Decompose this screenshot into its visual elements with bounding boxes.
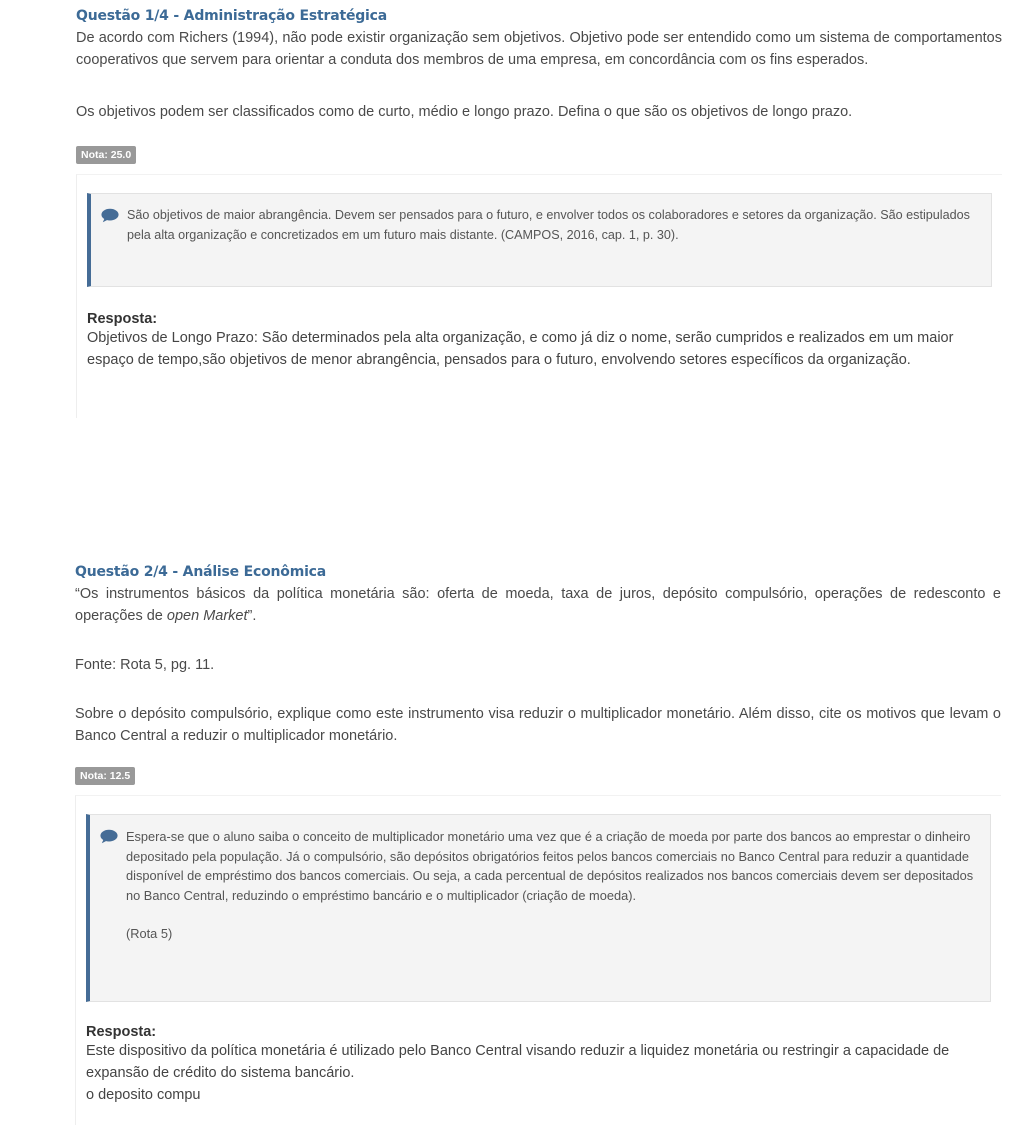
feedback-ref: (Rota 5) (126, 926, 173, 941)
speech-bubble-icon (101, 208, 119, 223)
question-text-italic: open Market (166, 608, 248, 624)
resposta-label: Resposta: (86, 1024, 157, 1040)
grade-badge: Nota: 12.5 (75, 767, 135, 785)
question-title: Questão 1/4 - Administração Estratégica (76, 8, 388, 24)
grade-badge: Nota: 25.0 (76, 146, 136, 164)
question-source: Fonte: Rota 5, pg. 11. (75, 657, 215, 673)
question-text: De acordo com Richers (1994), não pode existir organização sem objetivos. Objetivo pode ser entendido como um sistema de comportamentos cooperativos que servem para orientar a conduta dos membros de uma empresa, em concordância com os fins esperados. (76, 30, 1002, 68)
question-text-end: ”. (247, 608, 257, 624)
answer-box (76, 174, 1002, 418)
question-1 (76, 8, 1002, 418)
question-text (75, 583, 1001, 627)
feedback-box (87, 193, 992, 287)
resposta-label: Resposta: (87, 311, 158, 327)
question-prompt: Sobre o depósito compulsório, explique como este instrumento visa reduzir o multiplicador monetário. Além disso, cite os motivos que levam o Banco Central a reduzir o multiplicador monetário. (75, 706, 1001, 744)
resposta-text-continued: o deposito compu (86, 1087, 201, 1103)
question-2 (75, 564, 1001, 1125)
feedback-text: Espera-se que o aluno saiba o conceito de multiplicador monetário uma vez que é a criação de moeda por parte dos bancos ao emprestar o dinheiro depositado pela população. Já o compulsório, são depósitos obrigatórios feitos pelos bancos comerciais no Banco Central para reduzir a quantidade disponível de empréstimo dos bancos comerciais. Ou seja, a cada percentual de depósitos realizados nos bancos comerciais devem ser depositados no Banco Central, reduzindo o empréstimo bancário e o multiplicador (criação de moeda). (126, 829, 974, 903)
speech-bubble-icon (100, 829, 118, 844)
feedback-box (86, 814, 991, 1002)
resposta-text: Este dispositivo da política monetária é utilizado pelo Banco Central visando reduzir a liquidez monetária ou restringir a capacidade de expansão de crédito do sistema bancário. (86, 1043, 950, 1081)
question-title: Questão 2/4 - Análise Econômica (75, 564, 327, 580)
resposta-text: Objetivos de Longo Prazo: São determinados pela alta organização, e como já diz o nome, serão cumpridos e realizados em um maior espaço de tempo,são objetivos de menor abrangência, pensados para o futuro, envolvendo setores específicos da organização. (87, 330, 954, 368)
answer-box (75, 795, 1001, 1125)
question-text-main: “Os instrumentos básicos da política monetária são: oferta de moeda, taxa de juros, depósito compulsório, operações de redesconto e operações de (75, 586, 1001, 624)
feedback-text: São objetivos de maior abrangência. Devem ser pensados para o futuro, e envolver todos os colaboradores e setores da organização. São estipulados pela alta organização e concretizados em um futuro mais distante. (CAMPOS, 2016, cap. 1, p. 30). (127, 208, 970, 242)
question-prompt: Os objetivos podem ser classificados como de curto, médio e longo prazo. Defina o que são os objetivos de longo prazo. (76, 104, 853, 120)
